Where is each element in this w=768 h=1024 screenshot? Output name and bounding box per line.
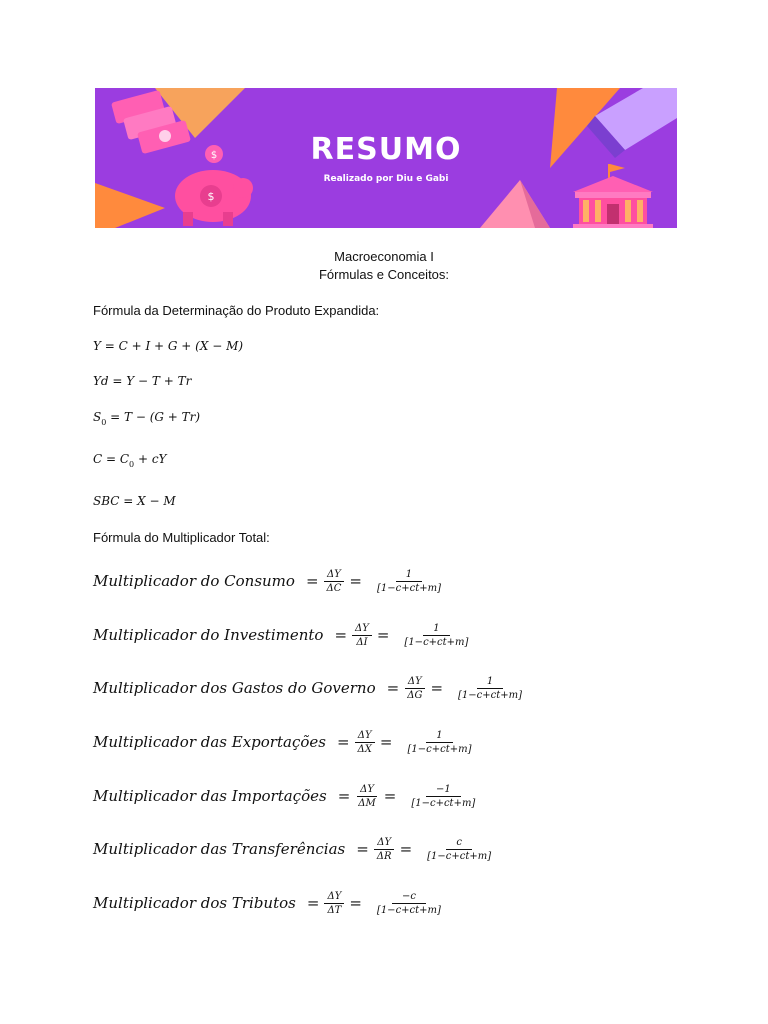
multiplier-gastos-governo: Multiplicador dos Gastos do Governo = $\frac{\Delta Y}{\Delta G}$ = $\frac{1}{[1-c+ct+m]}$ — [93, 668, 532, 708]
equation-savings — [93, 410, 201, 427]
savings-rhs: = T − (G + Tr) — [106, 410, 201, 424]
banner-subtitle: Realizado por Diu e Gabi — [323, 174, 449, 184]
multiplier-investimento: Multiplicador do Investimento = $\frac{\Delta Y}{\Delta I}$ = $\frac{1}{[1-c+ct+m]}$ — [93, 615, 478, 655]
multiplier-name: Multiplicador das Exportações — [93, 733, 326, 751]
course-title: Macroeconomia I — [334, 249, 434, 264]
equation-product: Y = C + I + G + (X − M) — [93, 339, 244, 353]
savings-symbol: S — [93, 410, 102, 424]
section-title-multiplicador: Fórmula do Multiplicador Total: — [93, 530, 270, 545]
consumption-subscript: 0 — [129, 460, 135, 469]
svg-text:$: $ — [207, 190, 215, 203]
equation-disposable-income: Yd = Y − T + Tr — [93, 374, 192, 388]
savings-subscript: 0 — [101, 418, 107, 427]
consumption-rhs: + cY — [134, 452, 167, 466]
document-subtitle: Fórmulas e Conceitos: — [318, 267, 450, 282]
banner-title: RESUMO — [310, 132, 462, 167]
result-fraction: $\frac{1}{[1-c+ct+m]}$ — [458, 675, 523, 701]
delta-fraction: $\frac{\Delta Y}{\Delta X}$ — [355, 730, 375, 755]
multiplier-consumo: Multiplicador do Consumo = $\frac{\Delta Y}{\Delta C}$ = $\frac{1}{[1-c+ct+m]}$ — [93, 561, 451, 601]
multiplier-name: Multiplicador dos Tributos — [93, 894, 296, 912]
header-banner — [95, 88, 677, 228]
delta-fraction: $\frac{\Delta Y}{\Delta T}$ — [324, 891, 344, 916]
result-fraction: $\frac{1}{[1-c+ct+m]}$ — [407, 729, 472, 755]
result-fraction: $\frac{1}{[1-c+ct+m]}$ — [376, 568, 441, 594]
delta-fraction: $\frac{\Delta Y}{\Delta M}$ — [358, 783, 376, 809]
multiplier-name: Multiplicador dos Gastos do Governo — [93, 679, 376, 697]
result-fraction: $\frac{-c}{[1-c+ct+m]}$ — [376, 890, 441, 916]
equation-trade-balance: SBC = X − M — [93, 494, 176, 508]
delta-fraction: $\frac{\Delta Y}{\Delta I}$ — [352, 623, 372, 648]
consumption-lhs: C = C — [93, 452, 130, 466]
multiplier-transferencias: Multiplicador das Transferências = $\frac{\Delta Y}{\Delta R}$ = $\frac{c}{[1-c+ct+m]}$ — [93, 829, 501, 869]
multiplier-name: Multiplicador do Consumo — [93, 572, 295, 590]
multiplier-importacoes: Multiplicador das Importações = $\frac{\Delta Y}{\Delta M}$ = $\frac{-1}{[1-c+ct+m]}$ — [93, 776, 485, 816]
result-fraction: $\frac{c}{[1-c+ct+m]}$ — [427, 836, 492, 862]
result-fraction: $\frac{1}{[1-c+ct+m]}$ — [404, 622, 469, 648]
equation-consumption — [93, 452, 167, 469]
multiplier-name: Multiplicador do Investimento — [93, 626, 324, 644]
section-title-produto: Fórmula da Determinação do Produto Expandida: — [93, 303, 380, 318]
result-fraction: $\frac{-1}{[1-c+ct+m]}$ — [411, 783, 476, 809]
multiplier-name: Multiplicador das Transferências — [93, 840, 346, 858]
multiplier-tributos: Multiplicador dos Tributos = $\frac{\Delta Y}{\Delta T}$ = $\frac{-c}{[1-c+ct+m]}$ — [93, 883, 451, 923]
delta-fraction: $\frac{\Delta Y}{\Delta G}$ — [404, 676, 425, 701]
multiplier-exportacoes: Multiplicador das Exportações = $\frac{\Delta Y}{\Delta X}$ = $\frac{1}{[1-c+ct+m]}$ — [93, 722, 481, 762]
svg-text:$: $ — [210, 150, 218, 161]
delta-fraction: $\frac{\Delta Y}{\Delta C}$ — [324, 569, 345, 594]
multiplier-name: Multiplicador das Importações — [93, 787, 327, 805]
delta-fraction: $\frac{\Delta Y}{\Delta R}$ — [374, 837, 395, 862]
